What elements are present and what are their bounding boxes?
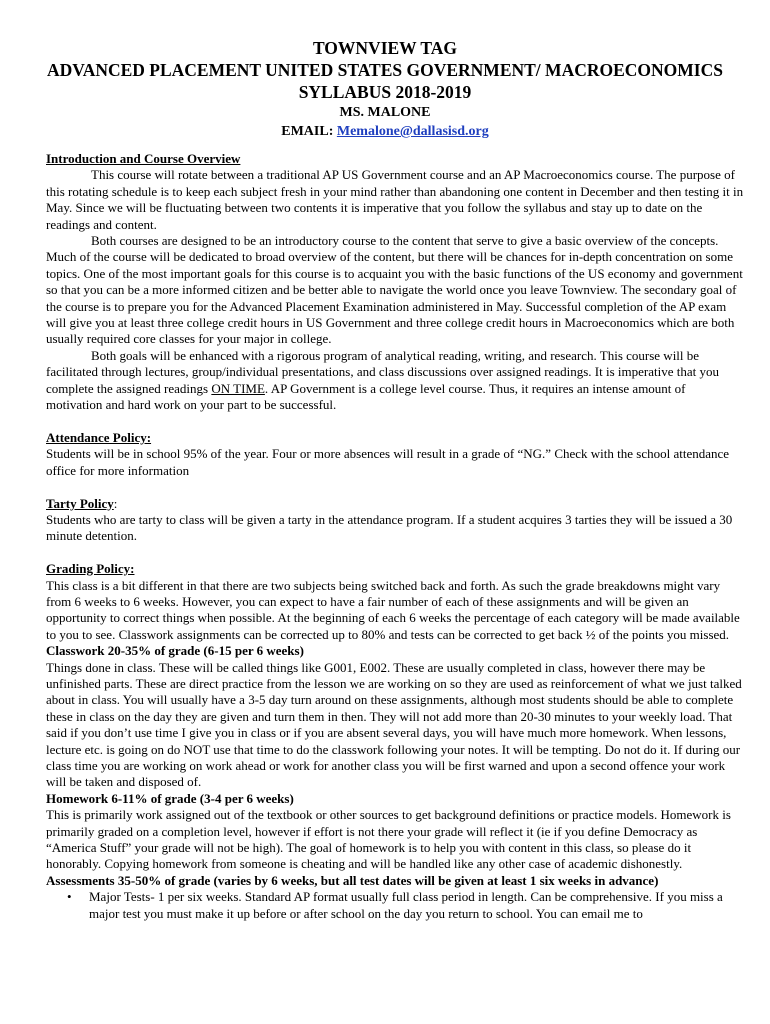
bullet-icon: • xyxy=(67,889,72,905)
tarty-text: Students who are tarty to class will be given a tarty in the attendance program. If a student acquires 3 tarties they will be issued a 30 minute detention. xyxy=(46,511,733,544)
teacher-name: MS. MALONE xyxy=(339,105,431,120)
intro-paragraph-3-end: . AP Government is a college level course. Thus, it requires an intense amount of motivation and hard work on your part to be successful. xyxy=(46,380,686,413)
email-label: EMAIL: xyxy=(281,124,337,139)
intro-paragraph-1: This course will rotate between a traditional AP US Government course and an AP Macroeconomics course. The purpose of this rotating schedule is to keep each subject fresh in your mind rather than abandoning one content in December and then testing it in May. Since we will be fluctuating between two contents it is imperative that you follow the syllabus and stay up to date on the readings and content. xyxy=(46,167,744,232)
email-line xyxy=(0,122,770,141)
school-title: TOWNVIEW TAG xyxy=(312,38,458,58)
intro-paragraph-3-start: Both goals will be enhanced with a rigorous program of analytical reading, writing, and research. This course will be facilitated through lectures, group/individual presentations, and class discussions over assigned readings. It is imperative that you complete the assigned readings xyxy=(46,347,719,396)
assessments-heading: Assessments 35-50% of grade (varies by 6 weeks, but all test dates will be given at least 1 six weeks in advance) xyxy=(46,872,659,888)
tarty-heading-colon: : xyxy=(113,495,118,511)
intro-heading: Introduction and Course Overview xyxy=(46,151,241,166)
homework-text: This is primarily work assigned out of the textbook or other sources to get background definitions or practice models. Homework is primarily graded on a completion level, however if effort is not there your grade will reflect it (ie if you define Democracy as “America Stuff” your grade will not be high). The goal of homework is to help you with content in this class, so please do it honorably. Copying homework from someone is cheating and will be handled like any other case of academic dishonestly. xyxy=(46,807,731,872)
intro-paragraph-3 xyxy=(46,348,744,414)
homework-heading: Homework 6-11% of grade (3-4 per 6 weeks) xyxy=(46,790,294,806)
list-item xyxy=(67,889,744,922)
attendance-heading: Attendance Policy: xyxy=(46,429,152,445)
tarty-heading-line xyxy=(46,496,744,512)
classwork-heading: Classwork 20-35% of grade (6-15 per 6 weeks) xyxy=(46,643,304,659)
syllabus-header xyxy=(0,37,770,141)
assessments-list xyxy=(46,889,744,922)
syllabus-year: SYLLABUS 2018-2019 xyxy=(298,82,472,102)
grading-heading: Grading Policy: xyxy=(46,561,135,577)
syllabus-body xyxy=(46,151,744,922)
email-link[interactable]: Memalone@dallasisd.org xyxy=(336,124,489,139)
major-tests-text: Major Tests- 1 per six weeks. Standard AP format usually full class period in length. Can be comprehensive. If you miss a major test you must make it up before or after school on the day you return to school. You can email me to xyxy=(89,889,723,921)
intro-paragraph-2: Both courses are designed to be an introductory course to the content that serve to give a basic overview of the concepts. Much of the course will be dedicated to broad overview of the content, but there will be chances for in-depth concentration on some topics. One of the most important goals for this course is to acquaint you with the basic functions of the US economy and government so that you can be a more informed citizen and be better able to navigate the world once you leave Townview. The secondary goal of the course is to prepare you for the Advanced Placement Examination administered in May. Successful completion of the AP exam will give you at least three college credit hours in US Government and three college credit hours in Macroeconomics which are both usually required core classes for your major in college. xyxy=(46,233,743,347)
attendance-text: Students will be in school 95% of the year. Four or more absences will result in a grade of “NG.” Check with the school attendance office for more information xyxy=(46,446,730,478)
grading-text: This class is a bit different in that there are two subjects being switched back and forth. As such the grade breakdowns might vary from 6 weeks to 6 weeks. However, you can expect to have a fair number of each of these assignments and will be given an opportunity to correct things when possible. At the beginning of each 6 weeks the percentage of each category will be made available to you to see. Classwork assignments can be corrected up to 80% and tests can be corrected to get back ½ of the points you missed. xyxy=(46,577,740,642)
tarty-heading: Tarty Policy xyxy=(46,495,114,511)
course-title: ADVANCED PLACEMENT UNITED STATES GOVERNMENT/ MACROECONOMICS xyxy=(47,60,723,80)
classwork-text: Things done in class. These will be called things like G001, E002. These are usually completed in class, however there may be unfinished parts. These are direct practice from the lesson we are working on so they are used as reinforcement of what we just talked about in class. You will usually have a 3-5 day turn around on these assignments, although most students should be able to complete these in class on the day they are given and turn them in then. They will not add more than 20-30 minutes to your weekly load. That said if you don’t use time I give you in class or if you are absent several days, you will have much more homework. When lessons, lecture etc. is going on do NOT use that time to do the classwork following your notes. It will be tempting. Do not do it. If during our class time you are working on work ahead or work for another class you will be first warned and upon a second offence your work will be taken and disposed of. xyxy=(46,659,742,790)
on-time-emphasis: ON TIME xyxy=(211,380,265,396)
